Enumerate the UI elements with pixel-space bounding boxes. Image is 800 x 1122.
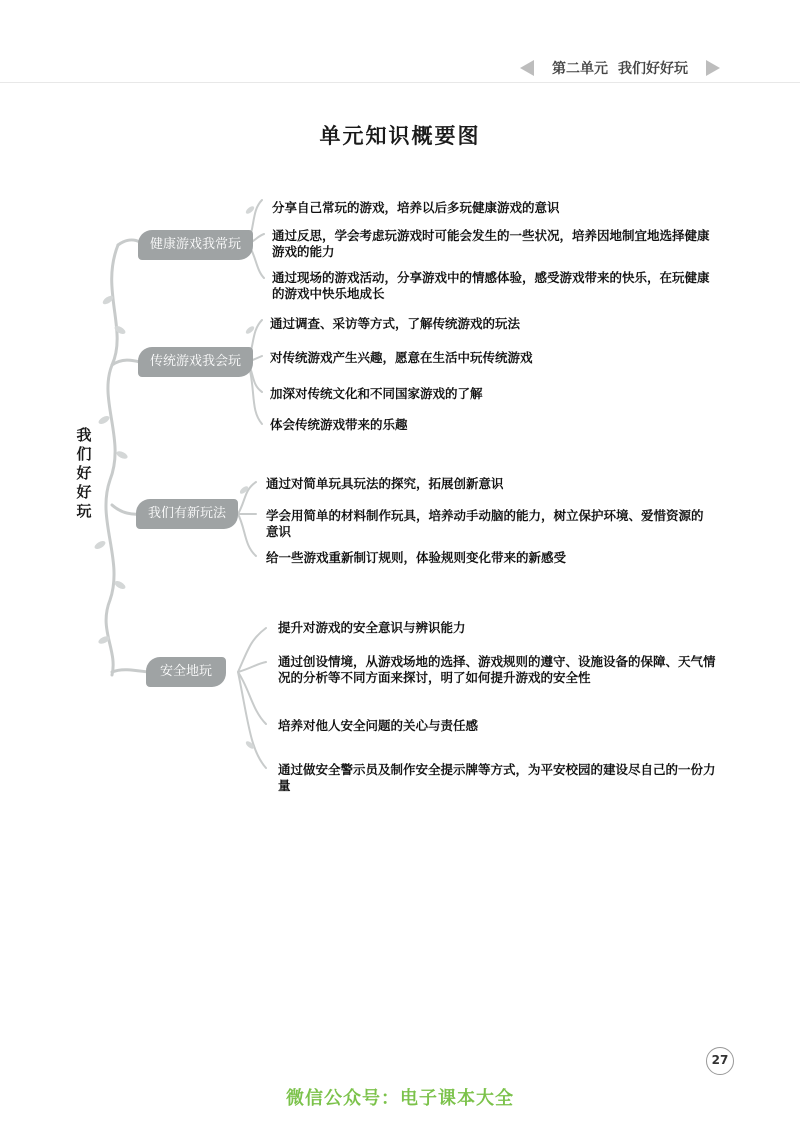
leaf-icon — [115, 450, 128, 461]
item-1-3: 通过现场的游戏活动，分享游戏中的情感体验，感受游戏带来的快乐，在玩健康的游戏中快乐地成长 — [272, 270, 710, 301]
item-1-1: 分享自己常玩的游戏，培养以后多玩健康游戏的意识 — [272, 200, 560, 215]
item-2-4: 体会传统游戏带来的乐趣 — [270, 417, 408, 432]
bracket-3c — [238, 514, 256, 556]
vine-branch-2 — [112, 360, 140, 365]
item-2-1: 通过调查、采访等方式，了解传统游戏的玩法 — [270, 316, 521, 331]
item-3-1: 通过对简单玩具玩法的探究，拓展创新意识 — [266, 476, 504, 491]
page-number: 27 — [706, 1047, 734, 1075]
bracket-4a — [238, 628, 266, 672]
leaf-icon — [97, 414, 110, 425]
item-4-3: 培养对他人安全问题的关心与责任感 — [278, 718, 479, 733]
vine-branch-1 — [118, 240, 140, 245]
vine-branch-4 — [112, 670, 148, 672]
footer-watermark: 微信公众号：电子课本大全 — [286, 1088, 514, 1109]
item-4-2: 通过创设情境，从游戏场地的选择、游戏规则的遵守、设施设备的保障、天气情况的分析等不同方面来探讨，明了如何提升游戏的安全性 — [278, 654, 716, 685]
vine-trunk — [106, 245, 118, 675]
item-4-4: 通过做安全警示员及制作安全提示牌等方式，为平安校园的建设尽自己的一份力量 — [278, 762, 716, 793]
header-topic: 我们好好玩 — [618, 61, 688, 77]
leaf-icon — [245, 205, 256, 215]
header-unit: 第二单元 — [552, 61, 608, 77]
leaf-icon — [113, 579, 126, 590]
item-2-3: 加深对传统文化和不同国家游戏的了解 — [270, 386, 483, 401]
category-safe-play: 安全地玩 — [146, 657, 226, 687]
item-1-2: 通过反思，学会考虑玩游戏时可能会发生的一些状况，培养因地制宜地选择健康游戏的能力 — [272, 228, 710, 259]
leaf-icon — [93, 539, 106, 550]
item-2-2: 对传统游戏产生兴趣，愿意在生活中玩传统游戏 — [270, 350, 533, 365]
page-title: 单元知识概要图 — [319, 124, 481, 148]
category-traditional-games: 传统游戏我会玩 — [138, 347, 253, 377]
category-healthy-games: 健康游戏我常玩 — [138, 230, 253, 260]
item-4-1: 提升对游戏的安全意识与辨识能力 — [278, 620, 466, 635]
item-3-3: 给一些游戏重新制订规则，体验规则变化带来的新感受 — [266, 550, 567, 565]
category-new-ways: 我们有新玩法 — [136, 499, 238, 529]
root-label: 我们好好玩 — [76, 426, 92, 520]
item-3-2: 学会用简单的材料制作玩具，培养动手动脑的能力，树立保护环境、爱惜资源的意识 — [266, 508, 704, 539]
